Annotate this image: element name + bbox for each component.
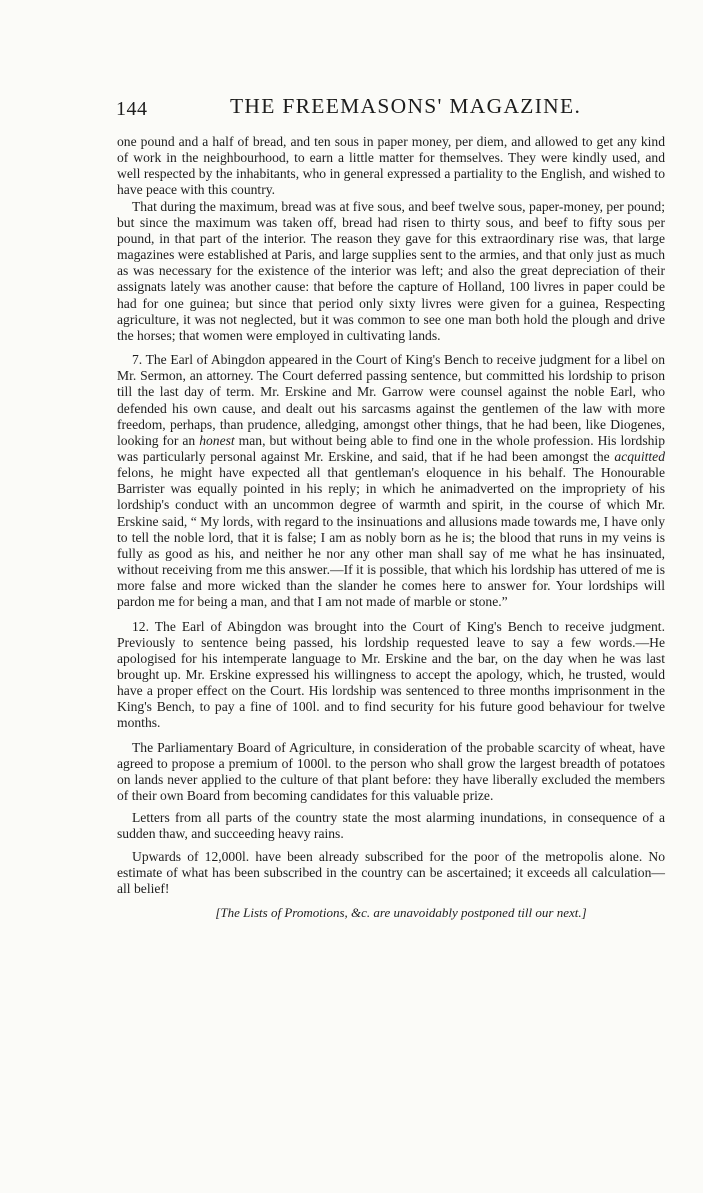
running-title: THE FREEMASONS' MAGAZINE. <box>230 94 582 118</box>
paragraph-prisoners-treatment <box>117 134 665 199</box>
text-run: one pound and a half of bread, and ten sous in paper money, per diem, and allowed to get any kind of work in the neighbourhood, to earn a little matter for themselves. They were kindly used, and well respected by the inhabitants, who in general expressed a partiality to the English, and wished to have peace with this country. <box>117 134 665 198</box>
paragraph-abingdon-sentence <box>117 619 665 732</box>
article-body <box>117 134 665 934</box>
text-run: 7. The Earl of Abingdon appeared in the Court of King's Bench to receive judgment for a libel on Mr. Sermon, an attorney. The Court deferred passing sentence, but committed his lordship to prison till the last day of term. Mr. Erskine and Mr. Garrow were counsel against the noble Earl, who defended his own cause, and dealt out his sarcasms against the gentlemen of the law with more freedom, perhaps, than prudence, alledging, amongst other things, that he had been, like Diogenes, looking for an <box>117 352 665 448</box>
paragraph-subscriptions <box>117 849 665 897</box>
paragraph-board-of-agriculture <box>117 740 665 805</box>
text-run: Upwards of 12,000l. have been already subscribed for the poor of the metropolis alone. No estimate of what has been subscribed in the country can be ascertained; it exceeds all calculation—all belief! <box>117 848 665 896</box>
page-number: 144 <box>116 98 148 120</box>
text-run: That during the maximum, bread was at five sous, and beef twelve sous, paper-money, per pound; but since the maximum was taken off, bread had risen to thirty sous, and beef to fifty sous per pound, in that part of the interior. The reason they gave for this extraordinary rise was, that large magazines were established at Paris, and large supplies sent to the armies, and that only just as much as was necessary for the existence of the interior was left; and also the great depreciation of their assignats lately was another cause: that before the capture of Holland, 100 livres in paper could be had for one guinea; but since that period only sixty livres were given for a guinea, Respecting agriculture, it was not neglected, but it was common to see one man both hold the plough and drive the horses; that women were employed in cultivating lands. <box>117 198 665 343</box>
editorial-note: [The Lists of Promotions, &c. are unavoidably postponed till our next.] <box>215 905 587 921</box>
text-run: Letters from all parts of the country state the most alarming inundations, in consequence of a sudden thaw, and succeeding heavy rains. <box>117 810 665 842</box>
italic-text: acquitted <box>614 448 665 464</box>
paragraph-abingdon-libel <box>117 352 665 611</box>
text-run: 12. The Earl of Abingdon was brought into the Court of King's Bench to receive judgment. Previously to sentence being passed, his lordship requested leave to say a few words.—He apologised for his intemperate language to Mr. Erskine and the bar, on the day when he was last brought up. Mr. Erskine expressed his willingness to accept the apology, which, he trusted, would have a proper effect on the Court. His lordship was sentenced to three months imprisonment in the King's Bench, to pay a fine of 100l. and to find security for his future good behaviour for twelve months. <box>117 618 665 731</box>
text-run: felons, he might have expected all that gentleman's eloquence in his behalf. The Honourable Barrister was equally pointed in his reply; in which he animadverted on the impropriety of his lordship's conduct with an uncommon degree of warmth and spirit, in the course of which Mr. Erskine said, “ My lords, with regard to the insinuations and allusions made towards me, I have only to tell the noble lord, that it is false; I am as nobly born as he is; the blood that runs in my veins is fully as good as his, and neither he nor any other man shall say of me what he has insinuated, without receiving from me this answer.—If it is possible, that which his lordship has uttered of me is more false and more wicked than the slander he comes here to answer for. Your lordships will pardon me for being a man, and that I am not made of marble or stone.” <box>117 465 665 610</box>
page-header <box>116 94 668 122</box>
italic-text: honest <box>199 432 235 448</box>
text-run: The Parliamentary Board of Agriculture, in consideration of the probable scarcity of wheat, have agreed to propose a premium of 1000l. to the person who shall grow the largest breadth of potatoes on lands never applied to the culture of that plant before: they have liberally excluded the members of their own Board from becoming candidates for this valuable prize. <box>117 739 665 804</box>
paragraph-prices-agriculture <box>117 199 665 344</box>
text-run: man, but without being able to find one in the whole profession. His lordship was particularly personal against Mr. Erskine, and said, that if he had been amongst the <box>117 432 666 464</box>
paragraph-inundations <box>117 810 665 842</box>
